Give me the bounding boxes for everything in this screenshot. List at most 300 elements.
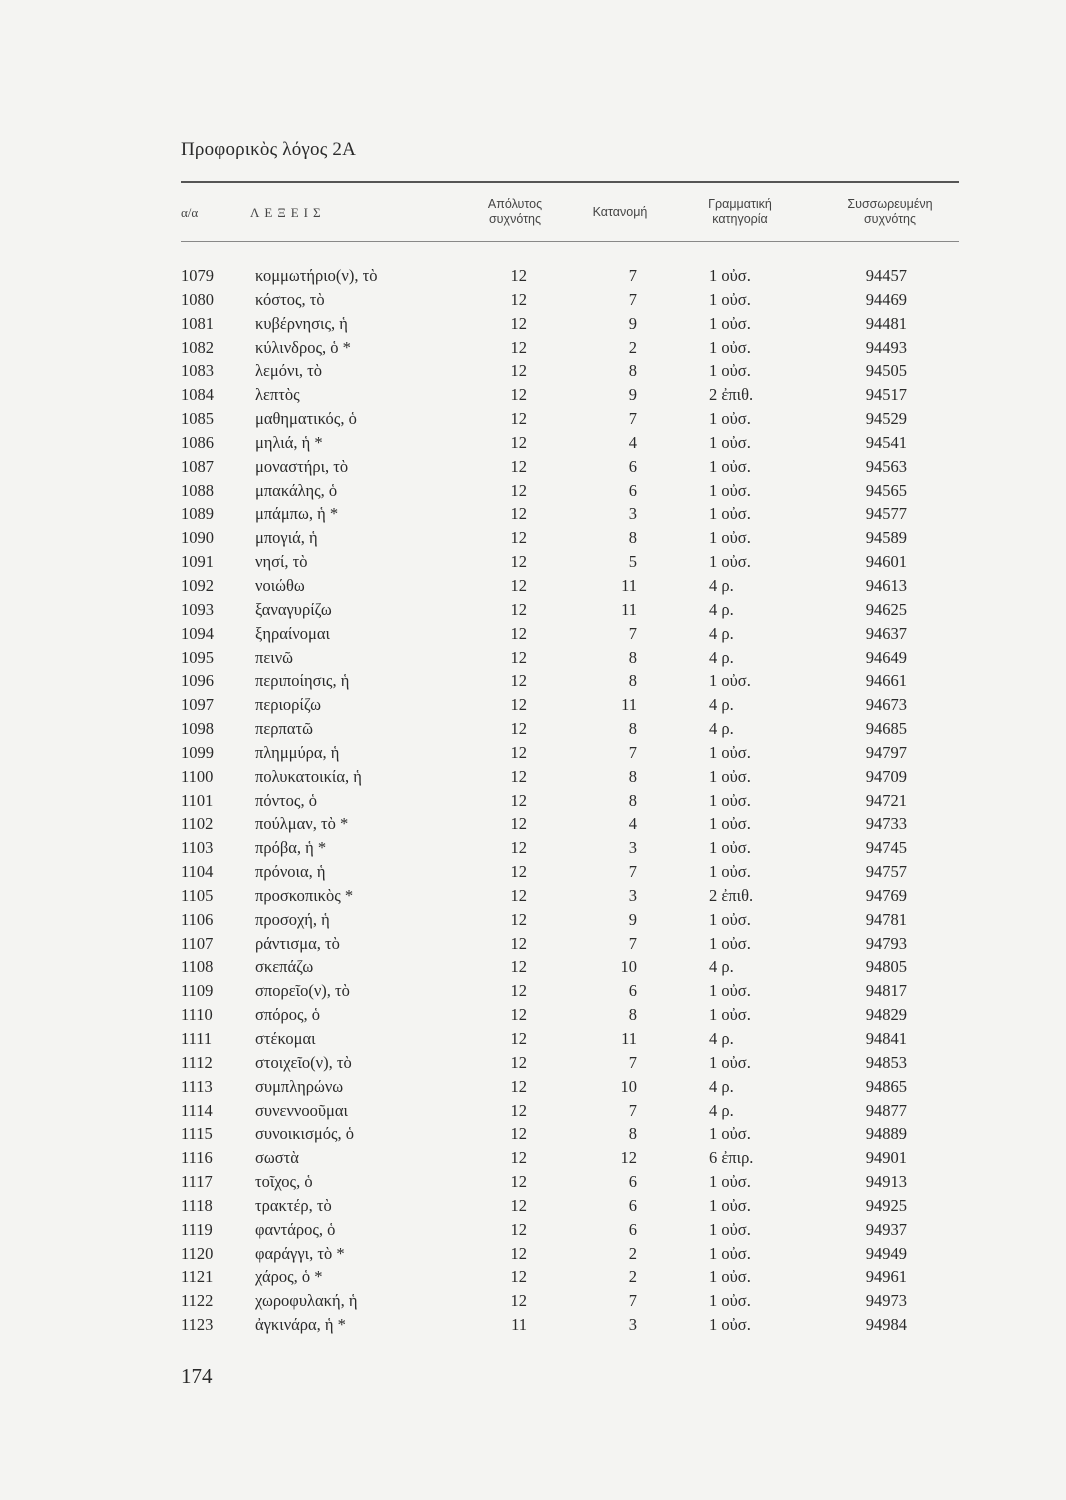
row-index: 1113 xyxy=(181,1076,213,1096)
row-cumulative-frequency: 94949 xyxy=(865,1243,907,1263)
row-distribution: 9 xyxy=(628,909,637,929)
row-word: ξαναγυρίζω xyxy=(255,599,332,619)
row-absolute-frequency: 12 xyxy=(510,957,527,977)
row-index: 1121 xyxy=(181,1267,214,1287)
row-grammatical-category: 1 οὐσ. xyxy=(709,981,751,1001)
row-grammatical-category: 1 οὐσ. xyxy=(709,671,751,691)
row-grammatical-category: 4 ρ. xyxy=(709,623,734,643)
row-cumulative-frequency: 94481 xyxy=(865,313,907,333)
row-cumulative-frequency: 94565 xyxy=(865,480,907,500)
header-cumulative-frequency xyxy=(820,194,960,230)
table-row xyxy=(181,431,959,455)
row-word: κομμωτήριο(ν), τὸ xyxy=(255,266,378,285)
row-grammatical-category: 1 οὐσ. xyxy=(709,432,751,452)
table-row xyxy=(181,455,959,479)
table-row xyxy=(181,288,959,312)
table-row xyxy=(181,765,959,789)
row-absolute-frequency: 12 xyxy=(510,337,527,357)
table-row xyxy=(181,884,959,908)
row-word: πλημμύρα, ἡ xyxy=(255,742,340,762)
row-cumulative-frequency: 94961 xyxy=(865,1267,907,1287)
row-grammatical-category: 1 οὐσ. xyxy=(709,1172,751,1192)
row-grammatical-category: 1 οὐσ. xyxy=(709,1195,751,1215)
row-distribution: 5 xyxy=(628,552,637,572)
row-distribution: 11 xyxy=(621,1029,637,1048)
row-distribution: 8 xyxy=(628,361,637,381)
table-row xyxy=(181,1075,959,1099)
row-cumulative-frequency: 94769 xyxy=(865,885,907,905)
table-row xyxy=(181,1122,959,1146)
table-row xyxy=(181,550,959,574)
row-distribution: 10 xyxy=(620,957,637,977)
row-absolute-frequency: 11 xyxy=(511,1315,527,1335)
table-row xyxy=(181,908,959,932)
header-absolute-frequency-line2: συχνότης xyxy=(488,212,542,226)
row-absolute-frequency: 12 xyxy=(510,909,527,929)
header-grammatical-category xyxy=(680,194,800,230)
row-word: προσοχή, ἡ xyxy=(255,909,330,929)
row-distribution: 3 xyxy=(628,504,637,524)
row-word: μπακάλης, ὁ xyxy=(255,480,338,500)
row-index: 1123 xyxy=(181,1315,214,1335)
row-absolute-frequency: 12 xyxy=(510,266,527,285)
header-words: ΛΕΞΕΙΣ xyxy=(250,204,326,220)
row-absolute-frequency: 12 xyxy=(510,432,527,452)
row-index: 1117 xyxy=(181,1172,213,1192)
header-absolute-frequency-line1: Απόλυτος xyxy=(487,197,543,211)
page-title: Προφορικὸς λόγος 2Α xyxy=(181,139,357,160)
row-absolute-frequency: 12 xyxy=(510,862,527,882)
row-cumulative-frequency: 94673 xyxy=(865,695,907,715)
row-cumulative-frequency: 94563 xyxy=(865,456,907,476)
row-distribution: 11 xyxy=(621,575,637,595)
row-cumulative-frequency: 94517 xyxy=(865,385,907,405)
row-absolute-frequency: 12 xyxy=(510,1267,527,1287)
row-grammatical-category: 4 ρ. xyxy=(709,599,734,619)
row-cumulative-frequency: 94937 xyxy=(865,1219,907,1239)
table-row xyxy=(181,979,959,1003)
row-word: ἀγκινάρα, ἡ * xyxy=(255,1315,346,1335)
table-row xyxy=(181,955,959,979)
table-row xyxy=(181,836,959,860)
table-row xyxy=(181,598,959,622)
row-cumulative-frequency: 94805 xyxy=(865,957,907,977)
row-grammatical-category: 1 οὐσ. xyxy=(709,266,751,285)
row-absolute-frequency: 12 xyxy=(510,1195,527,1215)
table-row xyxy=(181,1003,959,1027)
row-distribution: 10 xyxy=(620,1076,637,1096)
row-index: 1115 xyxy=(181,1124,213,1144)
row-distribution: 3 xyxy=(628,1315,637,1335)
row-cumulative-frequency: 94853 xyxy=(865,1052,907,1072)
row-word: κυβέρνησις, ἡ xyxy=(255,313,348,333)
table-row xyxy=(181,1051,959,1075)
row-grammatical-category: 1 οὐσ. xyxy=(709,289,751,309)
row-word: πρόνοια, ἡ xyxy=(255,862,326,882)
row-distribution: 6 xyxy=(628,1172,637,1192)
row-distribution: 7 xyxy=(628,409,637,429)
row-index: 1084 xyxy=(181,385,214,405)
row-word: μαθηματικός, ὁ xyxy=(255,409,357,429)
row-absolute-frequency: 12 xyxy=(510,552,527,572)
header-grammatical-category-line2: κατηγορία xyxy=(712,212,768,226)
row-absolute-frequency: 12 xyxy=(510,361,527,381)
row-grammatical-category: 1 οὐσ. xyxy=(709,409,751,429)
row-absolute-frequency: 12 xyxy=(510,1124,527,1144)
row-cumulative-frequency: 94781 xyxy=(865,909,907,929)
row-absolute-frequency: 12 xyxy=(510,575,527,595)
row-distribution: 6 xyxy=(628,1219,637,1239)
row-grammatical-category: 1 οὐσ. xyxy=(709,909,751,929)
row-distribution: 8 xyxy=(628,719,637,739)
row-absolute-frequency: 12 xyxy=(510,719,527,739)
row-word: προσκοπικὸς * xyxy=(255,885,354,905)
row-grammatical-category: 1 οὐσ. xyxy=(709,814,751,834)
table-row xyxy=(181,812,959,836)
row-grammatical-category: 1 οὐσ. xyxy=(709,1291,751,1311)
row-distribution: 6 xyxy=(628,480,637,500)
row-absolute-frequency: 12 xyxy=(510,504,527,524)
table-row xyxy=(181,646,959,670)
row-word: πρόβα, ἡ * xyxy=(255,838,327,858)
header-cumulative-frequency-line1: Συσσωρευμένη xyxy=(847,197,933,211)
row-cumulative-frequency: 94685 xyxy=(865,719,907,739)
row-absolute-frequency: 12 xyxy=(510,480,527,500)
row-index: 1085 xyxy=(181,409,214,429)
row-cumulative-frequency: 94541 xyxy=(865,432,907,452)
row-grammatical-category: 1 οὐσ. xyxy=(709,1219,751,1239)
row-absolute-frequency: 12 xyxy=(510,933,527,953)
row-cumulative-frequency: 94493 xyxy=(865,337,907,357)
row-grammatical-category: 1 οὐσ. xyxy=(709,1243,751,1263)
row-grammatical-category: 1 οὐσ. xyxy=(709,838,751,858)
row-index: 1093 xyxy=(181,599,214,619)
table-row xyxy=(181,1099,959,1123)
row-cumulative-frequency: 94637 xyxy=(865,623,907,643)
row-grammatical-category: 1 οὐσ. xyxy=(709,766,751,786)
table-row xyxy=(181,1027,959,1051)
row-distribution: 3 xyxy=(628,838,637,858)
row-cumulative-frequency: 94661 xyxy=(865,671,907,691)
row-cumulative-frequency: 94457 xyxy=(865,266,907,285)
row-grammatical-category: 1 οὐσ. xyxy=(709,1052,751,1072)
row-distribution: 6 xyxy=(628,1195,637,1215)
row-index: 1083 xyxy=(181,361,214,381)
row-word: λεμόνι, τὸ xyxy=(255,361,323,381)
row-index: 1100 xyxy=(181,766,214,786)
row-word: στέκομαι xyxy=(255,1029,316,1048)
row-distribution: 7 xyxy=(628,742,637,762)
table-row xyxy=(181,502,959,526)
row-cumulative-frequency: 94589 xyxy=(865,528,907,548)
row-distribution: 7 xyxy=(628,289,637,309)
row-distribution: 11 xyxy=(621,599,637,619)
row-word: χωροφυλακή, ἡ xyxy=(255,1291,358,1311)
row-grammatical-category: 1 οὐσ. xyxy=(709,933,751,953)
row-index: 1090 xyxy=(181,528,214,548)
table-row xyxy=(181,932,959,956)
header-distribution: Κατανομή xyxy=(592,204,648,219)
row-distribution: 4 xyxy=(628,432,637,452)
header-cumulative-frequency-line2: συχνότης xyxy=(863,212,917,226)
row-absolute-frequency: 12 xyxy=(510,790,527,810)
row-grammatical-category: 1 οὐσ. xyxy=(709,528,751,548)
row-cumulative-frequency: 94601 xyxy=(865,552,907,572)
table-row xyxy=(181,407,959,431)
row-cumulative-frequency: 94829 xyxy=(865,1005,907,1025)
row-index: 1099 xyxy=(181,742,214,762)
header-index: α/α xyxy=(181,204,199,220)
row-word: μπάμπω, ἡ * xyxy=(255,504,339,524)
row-distribution: 8 xyxy=(628,1124,637,1144)
row-absolute-frequency: 12 xyxy=(510,1219,527,1239)
row-index: 1119 xyxy=(181,1219,213,1239)
table-row xyxy=(181,383,959,407)
row-absolute-frequency: 12 xyxy=(510,385,527,405)
row-word: σπόρος, ὁ xyxy=(255,1005,320,1025)
row-index: 1112 xyxy=(181,1052,213,1072)
row-grammatical-category: 4 ρ. xyxy=(709,957,734,977)
row-grammatical-category: 4 ρ. xyxy=(709,695,734,715)
row-absolute-frequency: 12 xyxy=(510,1291,527,1311)
header-rule xyxy=(181,241,959,242)
row-index: 1116 xyxy=(181,1148,213,1168)
row-grammatical-category: 2 ἐπιθ. xyxy=(709,885,754,905)
row-absolute-frequency: 12 xyxy=(510,1172,527,1192)
row-word: στοιχεῖο(ν), τὸ xyxy=(255,1052,352,1072)
row-distribution: 9 xyxy=(628,313,637,333)
row-word: νοιώθω xyxy=(255,575,305,595)
row-index: 1108 xyxy=(181,957,214,977)
row-grammatical-category: 1 οὐσ. xyxy=(709,1315,751,1335)
row-word: τοῖχος, ὁ xyxy=(255,1172,313,1192)
row-index: 1103 xyxy=(181,838,214,858)
row-absolute-frequency: 12 xyxy=(510,1029,527,1048)
row-word: πεινῶ xyxy=(255,647,294,667)
row-grammatical-category: 1 οὐσ. xyxy=(709,313,751,333)
row-word: τρακτέρ, τὸ xyxy=(255,1195,332,1215)
row-grammatical-category: 1 οὐσ. xyxy=(709,862,751,882)
row-distribution: 8 xyxy=(628,528,637,548)
row-absolute-frequency: 12 xyxy=(510,409,527,429)
row-word: μπογιά, ἡ xyxy=(255,528,318,548)
row-cumulative-frequency: 94913 xyxy=(865,1172,907,1192)
row-grammatical-category: 2 ἐπιθ. xyxy=(709,385,754,405)
row-index: 1110 xyxy=(181,1005,213,1025)
row-absolute-frequency: 12 xyxy=(510,1076,527,1096)
row-word: περπατῶ xyxy=(255,719,313,739)
row-index: 1111 xyxy=(181,1029,213,1048)
row-cumulative-frequency: 94529 xyxy=(865,409,907,429)
row-word: κύλινδρος, ὁ * xyxy=(255,337,351,357)
table-row xyxy=(181,1218,959,1242)
row-absolute-frequency: 12 xyxy=(510,1052,527,1072)
row-word: κόστος, τὸ xyxy=(255,289,325,309)
row-grammatical-category: 1 οὐσ. xyxy=(709,552,751,572)
row-cumulative-frequency: 94925 xyxy=(865,1195,907,1215)
row-word: σπορεῖο(ν), τὸ xyxy=(255,981,350,1001)
row-distribution: 8 xyxy=(628,671,637,691)
table-row xyxy=(181,717,959,741)
row-word: πούλμαν, τὸ * xyxy=(255,814,349,834)
row-word: λεπτὸς xyxy=(255,385,300,405)
table-row xyxy=(181,693,959,717)
row-absolute-frequency: 12 xyxy=(510,766,527,786)
word-table xyxy=(181,264,959,1337)
table-row xyxy=(181,1289,959,1313)
row-index: 1089 xyxy=(181,504,214,524)
row-index: 1114 xyxy=(181,1100,213,1120)
row-absolute-frequency: 12 xyxy=(510,623,527,643)
row-cumulative-frequency: 94901 xyxy=(865,1148,907,1168)
row-index: 1109 xyxy=(181,981,214,1001)
table-row xyxy=(181,1265,959,1289)
row-grammatical-category: 1 οὐσ. xyxy=(709,337,751,357)
row-grammatical-category: 4 ρ. xyxy=(709,1100,734,1120)
row-grammatical-category: 4 ρ. xyxy=(709,1076,734,1096)
row-distribution: 7 xyxy=(628,862,637,882)
row-distribution: 11 xyxy=(621,695,637,715)
row-word: περιποίησις, ἡ xyxy=(255,671,350,691)
row-cumulative-frequency: 94973 xyxy=(865,1291,907,1311)
row-grammatical-category: 4 ρ. xyxy=(709,719,734,739)
row-distribution: 2 xyxy=(628,1243,637,1263)
row-cumulative-frequency: 94984 xyxy=(865,1315,907,1335)
table-row xyxy=(181,574,959,598)
row-word: συνεννοοῦμαι xyxy=(255,1100,348,1120)
table-row xyxy=(181,1313,959,1337)
row-word: σκεπάζω xyxy=(255,957,314,977)
table-row xyxy=(181,526,959,550)
row-word: συμπληρώνω xyxy=(255,1076,344,1096)
row-index: 1101 xyxy=(181,790,214,810)
row-distribution: 12 xyxy=(620,1148,637,1168)
row-index: 1094 xyxy=(181,623,214,643)
row-distribution: 7 xyxy=(628,266,637,285)
row-index: 1091 xyxy=(181,552,214,572)
table-row xyxy=(181,1194,959,1218)
row-absolute-frequency: 12 xyxy=(510,1148,527,1168)
row-distribution: 7 xyxy=(628,1052,637,1072)
row-index: 1118 xyxy=(181,1195,213,1215)
row-index: 1102 xyxy=(181,814,214,834)
table-row xyxy=(181,336,959,360)
row-distribution: 2 xyxy=(628,337,637,357)
row-cumulative-frequency: 94877 xyxy=(865,1100,907,1120)
row-distribution: 7 xyxy=(628,623,637,643)
row-word: φαντάρος, ὁ xyxy=(255,1219,336,1239)
table-row xyxy=(181,479,959,503)
row-distribution: 2 xyxy=(628,1267,637,1287)
row-index: 1122 xyxy=(181,1291,214,1311)
row-absolute-frequency: 12 xyxy=(510,695,527,715)
row-cumulative-frequency: 94733 xyxy=(865,814,907,834)
row-index: 1095 xyxy=(181,647,214,667)
row-absolute-frequency: 12 xyxy=(510,528,527,548)
row-cumulative-frequency: 94577 xyxy=(865,504,907,524)
row-absolute-frequency: 12 xyxy=(510,981,527,1001)
row-absolute-frequency: 12 xyxy=(510,814,527,834)
top-rule xyxy=(181,181,959,183)
row-index: 1120 xyxy=(181,1243,214,1263)
row-distribution: 8 xyxy=(628,790,637,810)
row-index: 1092 xyxy=(181,575,214,595)
row-cumulative-frequency: 94889 xyxy=(865,1124,907,1144)
table-row xyxy=(181,741,959,765)
row-word: πολυκατοικία, ἡ xyxy=(255,766,362,786)
row-index: 1096 xyxy=(181,671,214,691)
row-grammatical-category: 1 οὐσ. xyxy=(709,456,751,476)
row-word: συνοικισμός, ὁ xyxy=(255,1124,354,1144)
table-row xyxy=(181,1170,959,1194)
row-grammatical-category: 4 ρ. xyxy=(709,647,734,667)
row-word: νησί, τὸ xyxy=(255,552,308,572)
row-word: σωστὰ xyxy=(255,1148,299,1168)
row-cumulative-frequency: 94865 xyxy=(865,1076,907,1096)
row-distribution: 3 xyxy=(628,885,637,905)
row-cumulative-frequency: 94709 xyxy=(865,766,907,786)
row-index: 1081 xyxy=(181,313,214,333)
row-cumulative-frequency: 94505 xyxy=(865,361,907,381)
row-distribution: 8 xyxy=(628,766,637,786)
row-index: 1098 xyxy=(181,719,214,739)
table-row xyxy=(181,312,959,336)
table-row xyxy=(181,1242,959,1266)
row-absolute-frequency: 12 xyxy=(510,671,527,691)
row-absolute-frequency: 12 xyxy=(510,1100,527,1120)
table-row xyxy=(181,264,959,288)
row-grammatical-category: 1 οὐσ. xyxy=(709,504,751,524)
row-cumulative-frequency: 94745 xyxy=(865,838,907,858)
row-absolute-frequency: 12 xyxy=(510,742,527,762)
row-absolute-frequency: 12 xyxy=(510,1243,527,1263)
row-absolute-frequency: 12 xyxy=(510,599,527,619)
row-distribution: 9 xyxy=(628,385,637,405)
row-distribution: 7 xyxy=(628,933,637,953)
row-cumulative-frequency: 94797 xyxy=(865,742,907,762)
row-word: ξηραίνομαι xyxy=(255,623,330,643)
row-index: 1105 xyxy=(181,885,214,905)
row-grammatical-category: 4 ρ. xyxy=(709,575,734,595)
row-distribution: 6 xyxy=(628,456,637,476)
row-distribution: 8 xyxy=(628,647,637,667)
row-word: μοναστήρι, τὸ xyxy=(255,456,349,476)
table-row xyxy=(181,622,959,646)
row-cumulative-frequency: 94817 xyxy=(865,981,907,1001)
row-index: 1080 xyxy=(181,289,214,309)
row-grammatical-category: 1 οὐσ. xyxy=(709,1124,751,1144)
row-cumulative-frequency: 94625 xyxy=(865,599,907,619)
row-absolute-frequency: 12 xyxy=(510,456,527,476)
row-grammatical-category: 1 οὐσ. xyxy=(709,790,751,810)
row-word: ράντισμα, τὸ xyxy=(255,933,340,953)
row-word: πόντος, ὁ xyxy=(255,790,317,810)
row-absolute-frequency: 12 xyxy=(510,1005,527,1025)
row-word: φαράγγι, τὸ * xyxy=(255,1243,345,1263)
row-absolute-frequency: 12 xyxy=(510,885,527,905)
page-number: 174 xyxy=(181,1364,213,1388)
row-index: 1104 xyxy=(181,862,214,882)
row-cumulative-frequency: 94757 xyxy=(865,862,907,882)
row-index: 1106 xyxy=(181,909,214,929)
row-cumulative-frequency: 94793 xyxy=(865,933,907,953)
table-row xyxy=(181,789,959,813)
row-distribution: 7 xyxy=(628,1100,637,1120)
row-absolute-frequency: 12 xyxy=(510,838,527,858)
row-grammatical-category: 1 οὐσ. xyxy=(709,361,751,381)
row-grammatical-category: 1 οὐσ. xyxy=(709,1267,751,1287)
header-grammatical-category-line1: Γραμματική xyxy=(708,197,772,211)
